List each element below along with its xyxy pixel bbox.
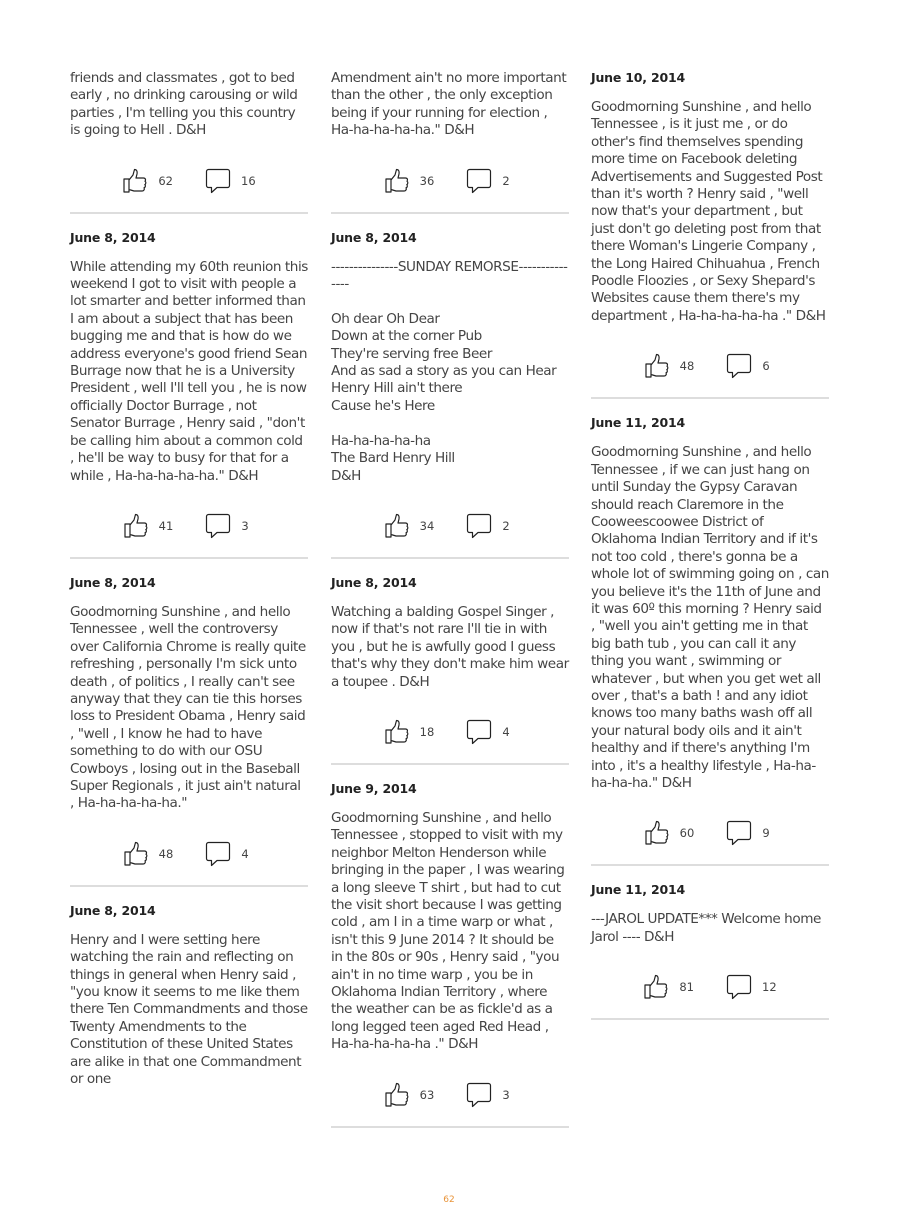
comment-button[interactable] xyxy=(466,168,516,194)
divider xyxy=(331,763,569,765)
like-count: 48 xyxy=(679,359,695,374)
like-count: 60 xyxy=(679,826,695,841)
comment-count: 4 xyxy=(241,846,249,861)
comment-button[interactable] xyxy=(726,820,776,846)
thumbs-up-icon xyxy=(123,841,149,867)
post xyxy=(331,70,569,214)
post-stats xyxy=(331,1080,569,1110)
post-text: While attending my 60th reunion this weekend I got to visit with people a lot smarter and better informed than I am about a subject that has been bugging me and that is how do we address everyone's good friend Sean Burrage now that he is a University President , well I'll tell you , he is now officially Doctor Burrage , not Senator Burrage , Henry said , "don't be calling him about a common cold , he'll be way to busy for that for a while , Ha-ha-ha-ha-ha." D&H xyxy=(70,258,308,484)
post xyxy=(70,230,308,559)
like-button[interactable] xyxy=(643,974,694,1000)
divider xyxy=(591,1018,829,1020)
post-date: June 10, 2014 xyxy=(591,70,685,85)
comment-count: 9 xyxy=(762,826,770,841)
post xyxy=(591,415,829,866)
like-button[interactable] xyxy=(384,1082,435,1108)
comment-icon xyxy=(205,168,231,194)
post-stats xyxy=(591,818,829,848)
post xyxy=(331,575,569,765)
like-button[interactable] xyxy=(644,353,695,379)
comment-icon xyxy=(726,820,752,846)
comment-icon xyxy=(466,168,492,194)
post-text: ---------------SUNDAY REMORSE--------------- Oh dear Oh Dear Down at the corner Pub They're serving free Beer And as sad a story as you can Hear Henry Hill ain't there Cause he's Here Ha-ha-ha-ha-ha The Bard Henry Hill D&H xyxy=(331,258,568,484)
post xyxy=(70,575,308,887)
like-button[interactable] xyxy=(384,513,435,539)
like-button[interactable] xyxy=(384,168,435,194)
comment-count: 3 xyxy=(502,1087,510,1102)
column-3 xyxy=(591,70,829,1036)
comment-button[interactable] xyxy=(466,1082,516,1108)
post-date: June 8, 2014 xyxy=(70,902,156,918)
post xyxy=(331,230,569,559)
column-2 xyxy=(331,70,569,1144)
post xyxy=(591,70,829,399)
post-date: June 11, 2014 xyxy=(591,882,685,898)
comment-button[interactable] xyxy=(466,513,516,539)
post-stats xyxy=(331,511,569,541)
like-button[interactable] xyxy=(384,719,435,745)
column-1 xyxy=(70,70,308,1088)
comment-icon xyxy=(466,513,492,539)
like-count: 48 xyxy=(158,846,174,861)
divider xyxy=(70,885,308,887)
like-count: 63 xyxy=(419,1087,435,1102)
post-stats xyxy=(331,166,569,196)
like-count: 34 xyxy=(419,518,435,533)
post-date: June 9, 2014 xyxy=(331,780,417,796)
comment-button[interactable] xyxy=(726,353,776,379)
comment-icon xyxy=(466,719,492,745)
comment-count: 3 xyxy=(241,518,249,533)
thumbs-up-icon xyxy=(123,513,149,539)
thumbs-up-icon xyxy=(384,168,410,194)
post-text: Goodmorning Sunshine , and hello Tennessee , well the controversy over California Chrome is really quite refreshing , personally I'm sick unto death , of politics , I really can't see anyway that they can tie this horses loss to President Obama , Henry said , "well , I know he had to have something to do with our OSU Cowboys , losing out in the Baseball Super Regionals , it just ain't natural , Ha-ha-ha-ha-ha." xyxy=(70,603,306,812)
comment-count: 2 xyxy=(502,173,510,188)
divider xyxy=(70,212,308,214)
comment-icon xyxy=(466,1082,492,1108)
comment-icon xyxy=(726,974,752,1000)
like-count: 36 xyxy=(419,173,435,188)
comment-button[interactable] xyxy=(466,719,516,745)
post-text: Watching a balding Gospel Singer , now if that's not rare I'll tie in with you , but he is awfully good I guess that's why they don't make him wear a toupee . D&H xyxy=(331,603,569,690)
like-count: 18 xyxy=(419,724,435,739)
post-text: Amendment ain't no more important than the other , the only exception being if your running for election , Ha-ha-ha-ha-ha." D&H xyxy=(331,70,567,139)
thumbs-up-icon xyxy=(644,353,670,379)
post xyxy=(70,903,308,1089)
post-text: friends and classmates , got to bed early , no drinking carousing or wild parties , I'm telling you this country is going to Hell . D&H xyxy=(70,70,298,139)
comment-count: 12 xyxy=(762,980,777,995)
divider xyxy=(331,212,569,214)
comment-button[interactable] xyxy=(726,974,777,1000)
post-text: Goodmorning Sunshine , and hello Tennessee , is it just me , or do other's find themselves spending more time on Facebook deleting Advertisements and Suggested Post than it's worth ? Henry said , "well now that's your department , but just don't go deleting post from that there Woman's Lingerie Company , the Long Haired Chihuahua , French Poodle Floozies , or Sexy Shepard's Websites cause them there's my department , Ha-ha-ha-ha-ha ." D&H xyxy=(591,99,826,324)
like-count: 81 xyxy=(679,980,694,995)
comment-count: 4 xyxy=(502,724,510,739)
thumbs-up-icon xyxy=(384,513,410,539)
comment-icon xyxy=(726,353,752,379)
thumbs-up-icon xyxy=(643,974,669,1000)
divider xyxy=(70,557,308,559)
comment-button[interactable] xyxy=(205,168,256,194)
thumbs-up-icon xyxy=(644,820,670,846)
divider xyxy=(591,397,829,399)
post-text: Goodmorning Sunshine , and hello Tennessee , if we can just hang on until Sunday the Gypsy Caravan should reach Claremore in the Cooweescoowee District of Oklahoma Indian Territory and if it's not too cold , there's gonna be a whole lot of swimming going on , can you believe it's the 11th of June and it was 60º this morning ? Henry said , "well you ain't getting me in that big bath tub , you can call it any thing you want , swimming or whatever , but when you get wet all over , that's a bath ! and any idiot knows too many baths wash off all your natural body oils and it ain't healthy and if there's anything I'm into , it's a healthy lifestyle , Ha-ha-ha-ha-ha." D&H xyxy=(591,444,829,791)
post-text: Henry and I were setting here watching the rain and reflecting on things in general when Henry said , "you know it seems to me like them there Ten Commandments and those Twenty Amendments to the Constitution of these United States are alike in that one Commandment or one xyxy=(70,931,308,1088)
like-button[interactable] xyxy=(123,513,174,539)
comment-icon xyxy=(205,841,231,867)
page-number: 62 xyxy=(443,1195,455,1205)
post-stats xyxy=(70,839,308,869)
thumbs-up-icon xyxy=(384,1082,410,1108)
post-date: June 8, 2014 xyxy=(70,229,156,245)
divider xyxy=(591,864,829,866)
post-stats xyxy=(331,717,569,747)
comment-icon xyxy=(205,513,231,539)
post-date: June 8, 2014 xyxy=(331,574,417,590)
post-stats xyxy=(591,351,829,381)
post xyxy=(591,882,829,1020)
thumbs-up-icon xyxy=(122,168,148,194)
post-stats xyxy=(591,972,829,1002)
like-count: 62 xyxy=(158,173,173,188)
post-text: Goodmorning Sunshine , and hello Tennessee , stopped to visit with my neighbor Melton Henderson while bringing in the paper , I was wearing a long sleeve T shirt , but had to cut the visit short because I was getting cold , am I in a time warp or what , isn't this 9 June 2014 ? It should be in the 80s or 90s , Henry said , "you ain't in no time warp , you be in Oklahoma Indian Territory , where the weather can be as fickle'd as a long legged teen aged Red Head , Ha-ha-ha-ha-ha ." D&H xyxy=(331,809,565,1053)
post-stats xyxy=(70,511,308,541)
like-button[interactable] xyxy=(122,168,173,194)
divider xyxy=(331,557,569,559)
comment-button[interactable] xyxy=(205,841,255,867)
post-text: ---JAROL UPDATE*** Welcome home Jarol ---- D&H xyxy=(591,911,821,945)
like-button[interactable] xyxy=(644,820,695,846)
divider xyxy=(331,1126,569,1128)
post-date: June 8, 2014 xyxy=(70,574,156,590)
like-count: 41 xyxy=(158,518,174,533)
post-date: June 8, 2014 xyxy=(331,229,417,245)
post-stats xyxy=(70,166,308,196)
comment-button[interactable] xyxy=(205,513,255,539)
post-date: June 11, 2014 xyxy=(591,415,685,431)
post xyxy=(331,781,569,1128)
comment-count: 6 xyxy=(762,359,770,374)
comment-count: 16 xyxy=(241,173,256,188)
thumbs-up-icon xyxy=(384,719,410,745)
post xyxy=(70,70,308,214)
like-button[interactable] xyxy=(123,841,174,867)
comment-count: 2 xyxy=(502,518,510,533)
